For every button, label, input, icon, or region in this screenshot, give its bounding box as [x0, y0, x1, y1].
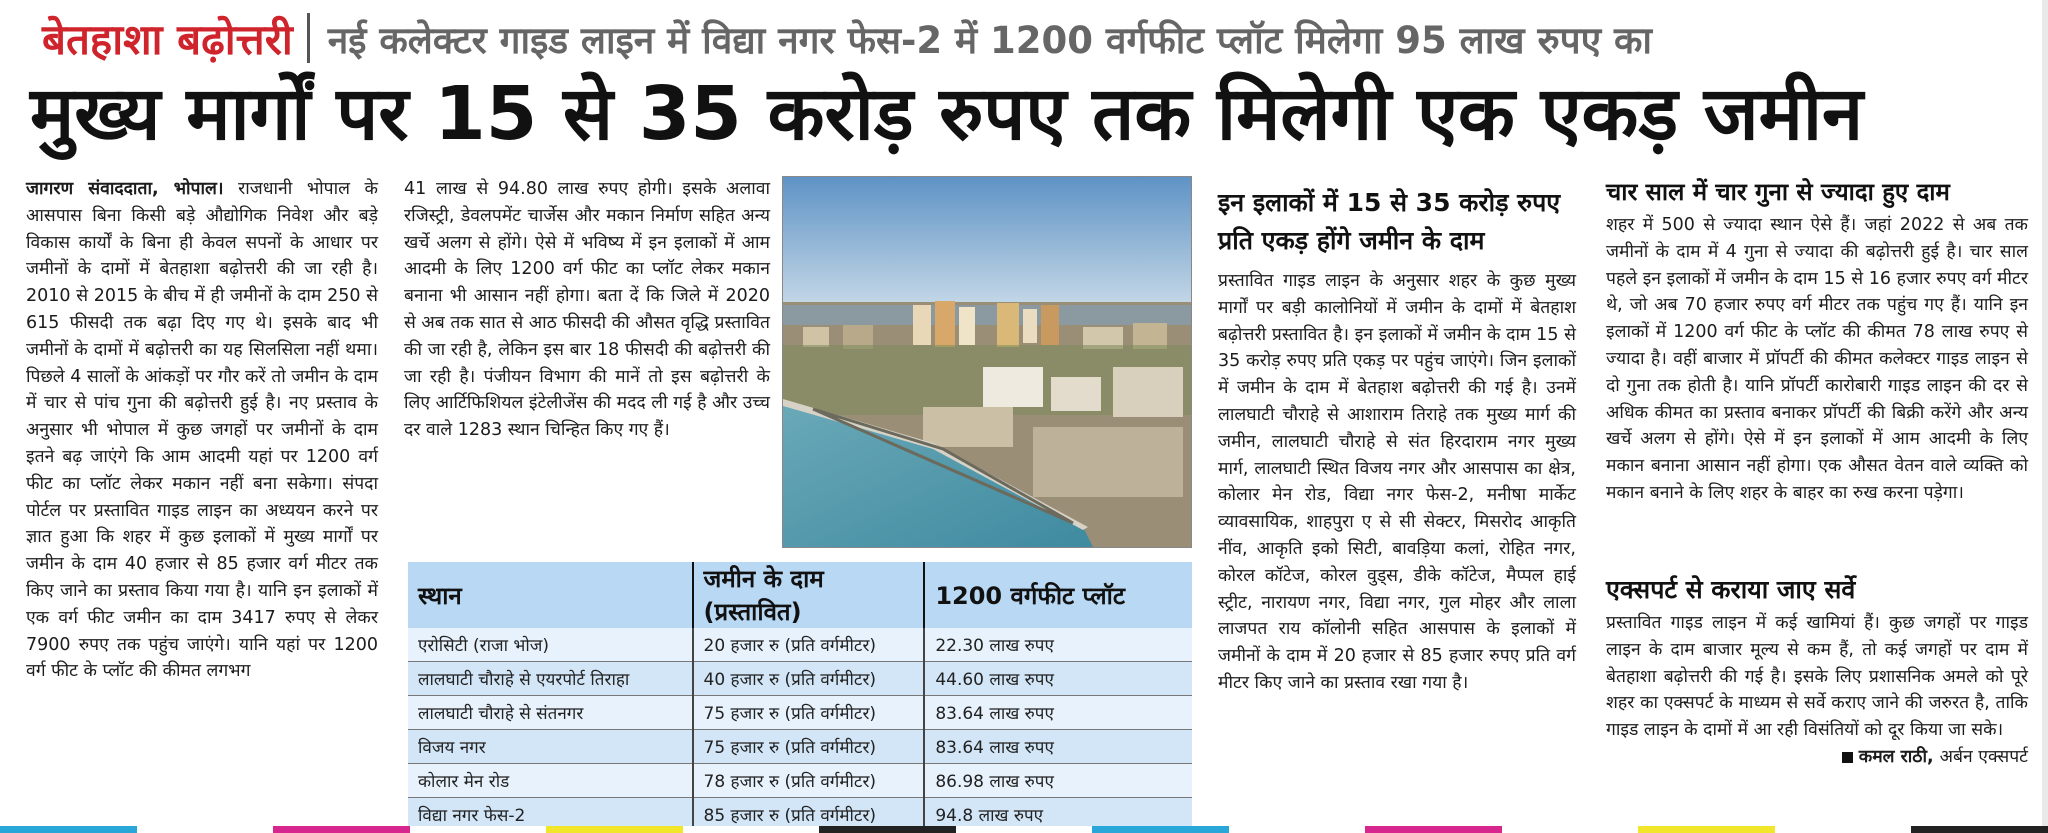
- cell-plot-price: 94.8 लाख रुपए: [924, 798, 1192, 832]
- headline: मुख्य मार्गों पर 15 से 35 करोड़ रुपए तक मिलेगी एक एकड़ जमीन: [30, 71, 1864, 157]
- cell-plot-price: 86.98 लाख रुपए: [924, 764, 1192, 798]
- strip-gap: [1229, 826, 1366, 833]
- cell-plot-price: 22.30 लाख रुपए: [924, 628, 1192, 662]
- expert-name: कमल राठी,: [1858, 746, 1934, 767]
- survey-heading: एक्सपर्ट से कराया जाए सर्वे: [1606, 575, 1856, 604]
- color-registration-strip: [0, 826, 2048, 833]
- cell-land-price: 75 हजार रु (प्रति वर्गमीटर): [693, 696, 925, 730]
- growth-column: [1606, 212, 2028, 507]
- cell-plot-price: 83.64 लाख रुपए: [924, 696, 1192, 730]
- table-row: [408, 662, 1192, 696]
- city-photo-illustration: [783, 177, 1191, 547]
- cell-location: एरोसिटी (राजा भोज): [408, 628, 693, 662]
- survey-column: [1606, 610, 2028, 771]
- cell-land-price: 78 हजार रु (प्रति वर्गमीटर): [693, 764, 925, 798]
- article-column-1: [26, 176, 378, 685]
- expert-credit: [1606, 744, 2028, 771]
- strip-cyan: [1092, 826, 1229, 833]
- header-land-price: जमीन के दाम (प्रस्तावित): [693, 562, 925, 628]
- growth-heading: चार साल में चार गुना से ज्यादा हुए दाम: [1606, 178, 1950, 206]
- table-header-row: [408, 562, 1192, 628]
- strip-magenta: [273, 826, 410, 833]
- header: [0, 0, 2048, 168]
- cell-location: विजय नगर: [408, 730, 693, 764]
- cell-location: कोलार मेन रोड: [408, 764, 693, 798]
- strip-black: [819, 826, 956, 833]
- strip-yellow: [546, 826, 683, 833]
- cell-plot-price: 83.64 लाख रुपए: [924, 730, 1192, 764]
- areas-heading: इन इलाकों में 15 से 35 करोड़ रुपए प्रति एकड़ होंगे जमीन के दाम: [1218, 188, 1561, 255]
- city-aerial-photo: [782, 176, 1192, 548]
- strip-black: [1911, 826, 2048, 833]
- cell-land-price: 20 हजार रु (प्रति वर्गमीटर): [693, 628, 925, 662]
- price-table: [408, 562, 1192, 832]
- strip-yellow: [1638, 826, 1775, 833]
- byline: जागरण संवाददाता, भोपाल।: [26, 179, 224, 199]
- kicker-row: [42, 10, 1652, 66]
- kicker-divider: [307, 13, 310, 63]
- strip-gap: [1775, 826, 1912, 833]
- cell-location: लालघाटी चौराहे से संतनगर: [408, 696, 693, 730]
- page-edge-rule: [2042, 0, 2048, 833]
- subheadline: नई कलेक्टर गाइड लाइन में विद्या नगर फेस-2 में 1200 वर्गफीट प्लॉट मिलेगा 95 लाख रुपए का: [327, 18, 1652, 62]
- table-row: [408, 628, 1192, 662]
- article-text-2: 41 लाख से 94.80 लाख रुपए होगी। इसके अलावा रजिस्ट्री, डेवलपमेंट चार्जेस और मकान निर्माण सहित अन्य खर्चे अलग से होंगे। ऐसे में भविष्य में इन इलाकों में आम आदमी के लिए 1200 वर्ग फीट का प्लॉट लेकर मकान बनाना भी आसान नहीं होगा। बता दें कि जिले में 2020 से अब तक सात से आठ फीसदी की औसत वृद्धि प्रस्तावित की जा रही है, लेकिन इस बार 18 फीसदी की बढ़ोत्तरी की जा रही है। पंजीयन विभाग की मानें तो इस बढ़ोत्तरी के लिए आर्टिफिशियल इंटेलीजेंस की मदद ली गई है और उच्च दर वाले 1283 स्थान चिन्हित किए गए हैं।: [404, 179, 770, 441]
- survey-text: प्रस्तावित गाइड लाइन में कई खामियां हैं। कुछ जगहों पर गाइड लाइन के दाम बाजार मूल्य से कम हैं, तो कई जगहों पर दाम में बेतहाशा बढ़ोत्तरी की गई है। इसके लिए प्रशासनिक अमले को पूरे शहर का एक्सपर्ट के माध्यम से सर्वे कराए जाने की जरुरत है, ताकि गाइड लाइन के दामों में आ रही विसंतियों को दूर किया जा सके।: [1606, 613, 2028, 741]
- table-row: [408, 764, 1192, 798]
- cell-location: लालघाटी चौराहे से एयरपोर्ट तिराहा: [408, 662, 693, 696]
- cell-plot-price: 44.60 लाख रुपए: [924, 662, 1192, 696]
- price-table-grid: [408, 562, 1192, 832]
- header-location: स्थान: [408, 562, 693, 628]
- header-plot-price: 1200 वर्गफीट प्लॉट: [924, 562, 1192, 628]
- cell-land-price: 85 हजार रु (प्रति वर्गमीटर): [693, 798, 925, 832]
- strip-gap: [1502, 826, 1639, 833]
- kicker: बेतहाशा बढ़ोत्तरी: [42, 14, 293, 64]
- square-bullet-icon: [1842, 752, 1853, 763]
- cell-land-price: 75 हजार रु (प्रति वर्गमीटर): [693, 730, 925, 764]
- areas-text: प्रस्तावित गाइड लाइन के अनुसार शहर के कुछ मुख्य मार्गों पर बड़ी कालोनियों में जमीन के दामों में बेतहाश बढ़ोत्तरी प्रस्तावित है। इन इलाकों में जमीन के दाम 15 से 35 करोड़ रुपए प्रति एकड़ पर पहुंच जाएंगे। जिन इलाकों में जमीन के दाम में बेतहाश बढ़ोत्तरी की गई है। उनमें लालघाटी चौराहे से आशाराम तिराहे तक मुख्य मार्ग की जमीन, लालघाटी चौराहे से संत हिरदाराम नगर मुख्य मार्ग, लालघाटी स्थित विजय नगर और आसपास का क्षेत्र, कोलार मेन रोड, विद्या नगर फेस-2, मनीषा मार्केट व्यावसायिक, शाहपुरा ए से सी सेक्टर, मिसरोद आकृति नींव, आकृति इको सिटी, बावड़िया कलां, रोहित नगर, कोरल कॉटेज, कोरल वुड्स, डीके कॉटेज, मैप्पल हाई स्ट्रीट, नारायण नगर, विद्या नगर, गुल मोहर और लाला लाजपत राय कॉलोनी सहित आसपास के इलाकों में जमीनों के दाम में 20 हजार से 85 हजार रुपए प्रति वर्ग मीटर किए जाने का प्रस्ताव रखा गया है।: [1218, 271, 1576, 693]
- table-row: [408, 730, 1192, 764]
- cell-land-price: 40 हजार रु (प्रति वर्गमीटर): [693, 662, 925, 696]
- cell-location: विद्या नगर फेस-2: [408, 798, 693, 832]
- strip-gap: [683, 826, 820, 833]
- expert-role: अर्बन एक्सपर्ट: [1939, 746, 2028, 767]
- strip-magenta: [1365, 826, 1502, 833]
- areas-column: [1218, 268, 1576, 697]
- strip-gap: [956, 826, 1093, 833]
- article-text-1: राजधानी भोपाल के आसपास बिना किसी बड़े औद्योगिक निवेश और बड़े विकास कार्यों के बिना ही केवल सपनों के आधार पर जमीनों के दामों में बेतहाशा बढ़ोत्तरी की जा रही है। 2010 से 2015 के बीच में ही जमीनों के दाम 250 से 615 फीसदी तक बढ़ा दिए गए थे। इसके बाद भी जमीनों के दामों में बढ़ोत्तरी का यह सिलसिला नहीं थमा। पिछले 4 सालों के आंकड़ों पर गौर करें तो जमीन के दाम में चार से पांच गुना की बढ़ोत्तरी हुई है। नए प्रस्ताव के अनुसार भी भोपाल में कुछ जगहों पर जमीनों के दाम इतने बढ़ जाएंगे कि आम आदमी यहां पर 1200 वर्ग फीट का प्लॉट लेकर मकान नहीं बना सकेगा। संपदा पोर्टल पर प्रस्तावित गाइड लाइन का अध्ययन करने पर ज्ञात हुआ कि शहर में कुछ इलाकों में मुख्य मार्गों पर जमीन के दाम 40 हजार से 85 हजार वर्ग मीटर तक किए जाने का प्रस्ताव किया गया है। यानि इन इलाकों में एक वर्ग फीट जमीन का दाम 3417 रुपए से लेकर 7900 रुपए तक पहुंच जाएंगे। यानि यहां पर 1200 वर्ग फीट के प्लॉट की कीमत लगभग: [26, 179, 378, 682]
- strip-gap: [410, 826, 547, 833]
- article-column-2: [404, 176, 770, 444]
- strip-cyan: [0, 826, 137, 833]
- table-row: [408, 696, 1192, 730]
- growth-text: शहर में 500 से ज्यादा स्थान ऐसे हैं। जहां 2022 से अब तक जमीनों के दाम में 4 गुना से ज्यादा की बढ़ोत्तरी हुई है। चार साल पहले इन इलाकों में जमीन के दाम 15 से 16 हजार रुपए वर्ग मीटर थे, जो अब 70 हजार रुपए वर्ग मीटर तक पहुंच गए हैं। यानि इन इलाकों में 1200 वर्ग फीट के प्लॉट की कीमत 78 लाख रुपए से ज्यादा है। वहीं बाजार में प्रॉपर्टी की कीमत कलेक्टर गाइड लाइन से दो गुना तक होती है। यानि प्रॉपर्टी कारोबारी गाइड लाइन की दर से अधिक कीमत का प्रस्ताव बनाकर प्रॉपर्टी की बिक्री करेंगे और अन्य खर्चे अलग से होंगे। ऐसे में इन इलाकों में आम आदमी के लिए मकान बनाना आसान नहीं होगा। एक औसत वेतन वाले व्यक्ति को मकान बनाने के लिए शहर के बाहर का रुख करना पड़ेगा।: [1606, 215, 2028, 503]
- strip-gap: [137, 826, 274, 833]
